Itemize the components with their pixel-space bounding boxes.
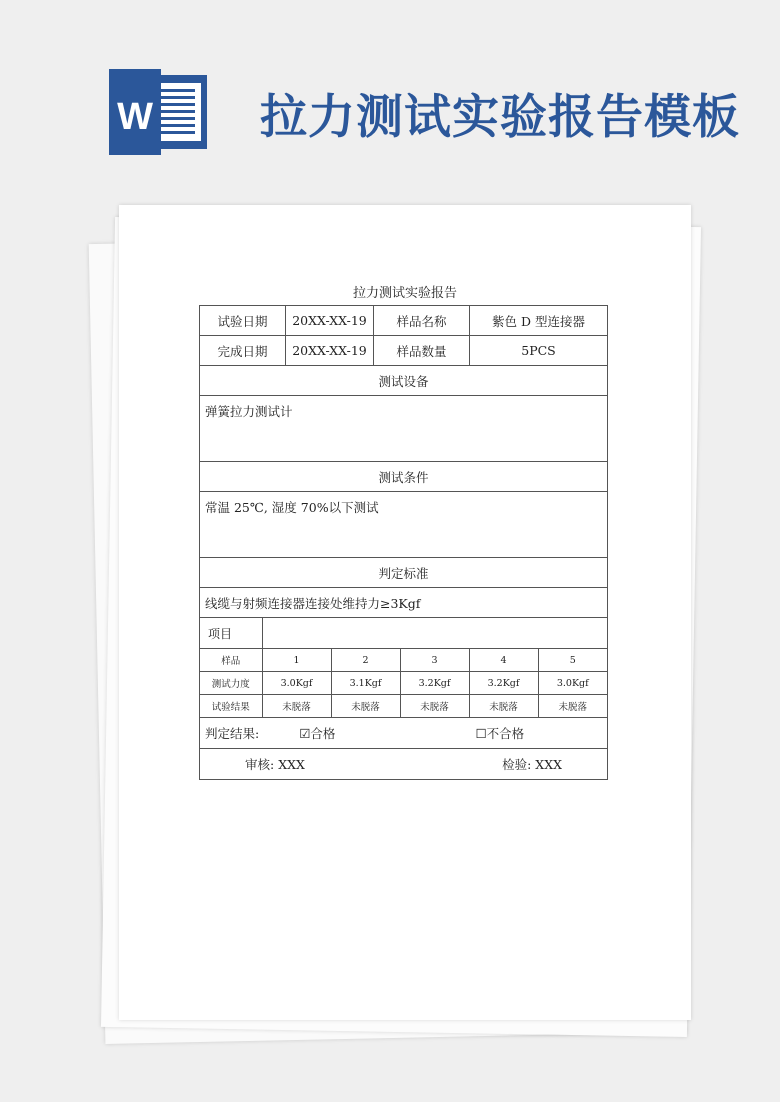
items-title: 项目 — [200, 618, 262, 649]
inspect-signoff — [502, 755, 562, 773]
table-row — [200, 558, 608, 588]
judgement-label: 判定结果: — [205, 726, 260, 741]
review-label: 审核: — [245, 757, 275, 772]
items-title-row — [200, 618, 607, 649]
word-logo-letter: W — [117, 96, 153, 138]
pass-checkbox[interactable]: ☑合格 — [299, 726, 336, 741]
sample-qty-label: 样品数量 — [374, 336, 470, 366]
review-value: XXX — [278, 757, 305, 772]
sample-name-label: 样品名称 — [374, 306, 470, 336]
items-cell: 样品 — [200, 649, 262, 672]
report-table — [199, 305, 608, 780]
equipment-content: 弹簧拉力测试计 — [200, 396, 608, 462]
table-row — [200, 306, 608, 336]
test-date-label: 试验日期 — [200, 306, 286, 336]
items-cell: 测试力度 — [200, 672, 262, 695]
items-cell: 未脱落 — [469, 695, 538, 718]
inspect-label: 检验: — [502, 757, 532, 772]
table-row — [200, 618, 608, 718]
table-row — [200, 492, 608, 558]
items-cell: 1 — [262, 649, 331, 672]
items-cell: 4 — [469, 649, 538, 672]
items-cell: 未脱落 — [331, 695, 400, 718]
items-cell: 未脱落 — [262, 695, 331, 718]
criteria-heading: 判定标准 — [200, 558, 608, 588]
items-force-row — [200, 672, 607, 695]
judgement-cell — [200, 718, 608, 749]
items-title-blank — [262, 618, 607, 649]
items-cell: 未脱落 — [538, 695, 607, 718]
sample-qty-value: 5PCS — [470, 336, 608, 366]
fail-checkbox[interactable]: ☐不合格 — [475, 726, 525, 741]
items-cell: 未脱落 — [400, 695, 469, 718]
document-page — [119, 205, 691, 1020]
word-logo-icon — [109, 69, 207, 155]
conditions-heading: 测试条件 — [200, 462, 608, 492]
items-cell: 试验结果 — [200, 695, 262, 718]
document-title: 拉力测试实验报告 — [352, 286, 457, 301]
items-cell: 3.0Kgf — [262, 672, 331, 695]
items-sample-row — [200, 649, 607, 672]
items-result-row — [200, 695, 607, 718]
table-row — [200, 718, 608, 749]
finish-date-label: 完成日期 — [200, 336, 286, 366]
signoff-cell — [200, 749, 608, 780]
table-row — [200, 462, 608, 492]
sample-name-value: 紫色 D 型连接器 — [470, 306, 608, 336]
inspect-value: XXX — [535, 757, 562, 772]
equipment-heading: 测试设备 — [200, 366, 608, 396]
items-cell: 3.1Kgf — [331, 672, 400, 695]
table-row — [200, 396, 608, 462]
criteria-content: 线缆与射频连接器连接处维持力≥3Kgf — [200, 588, 608, 618]
items-cell: 3 — [400, 649, 469, 672]
items-table — [200, 618, 607, 717]
items-cell: 2 — [331, 649, 400, 672]
table-row — [200, 336, 608, 366]
items-cell: 3.0Kgf — [538, 672, 607, 695]
items-cell — [200, 618, 608, 718]
finish-date-value: 20XX-XX-19 — [286, 336, 374, 366]
review-signoff — [245, 755, 305, 773]
items-cell: 5 — [538, 649, 607, 672]
banner-title: 拉力测试实验报告模板 — [260, 90, 740, 145]
conditions-content: 常温 25℃, 湿度 70%以下测试 — [200, 492, 608, 558]
table-row — [200, 749, 608, 780]
test-date-value: 20XX-XX-19 — [286, 306, 374, 336]
table-row — [200, 366, 608, 396]
items-cell: 3.2Kgf — [400, 672, 469, 695]
table-row — [200, 588, 608, 618]
items-cell: 3.2Kgf — [469, 672, 538, 695]
